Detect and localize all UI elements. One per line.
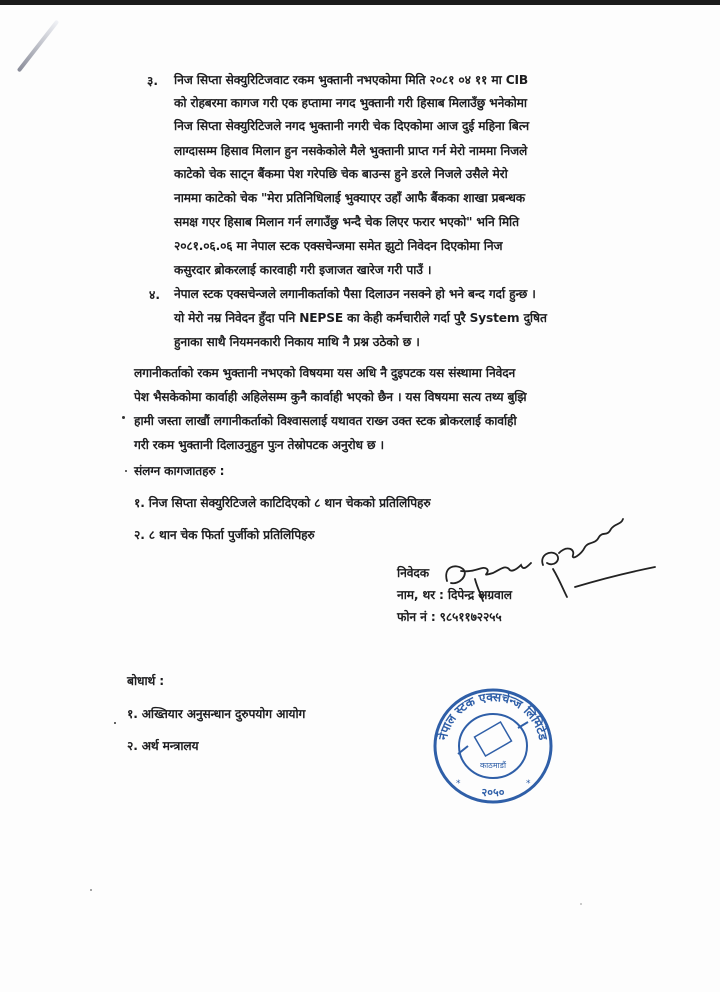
attachment-item: २. ८ थान चेक फिर्ता पुर्जीको प्रतिलिपिहरु [134, 528, 315, 542]
point-3-line: नाममा काटेको चेक "मेरा प्रतिनिधिलाई भुक्याएर उहाँ आफै बैंकका शाखा प्रबन्धक [174, 191, 525, 205]
speck [122, 416, 125, 419]
point-4-number: ४. [149, 288, 160, 302]
cc-item: २. अर्थ मन्त्रालय [127, 739, 199, 753]
point-3-line: काटेको चेक साट्न बैंकमा पेश गरेपछि चेक बाउन्स हुने डरले निजले उसैले मेरो [174, 167, 508, 181]
closing-line: लगानीकर्ताको रकम भुक्तानी नभएको विषयमा यस अधि नै दुइपटक यस संस्थामा निवेदन [134, 366, 516, 380]
speck [90, 889, 92, 891]
point-4-line: नेपाल स्टक एक्सचेन्जले लगानीकर्ताको पैसा दिलाउन नसक्ने हो भने बन्द गर्दा हुन्छ । [174, 287, 536, 301]
point-4-line: हुनाका साथै नियमनकारी निकाय माथि नै प्रश्न उठेको छ । [174, 335, 420, 349]
closing-line: गरी रकम भुक्तानी दिलाउनुहुन पुःन तेस्रोपटक अनुरोध छ । [134, 438, 384, 452]
point-4-line: यो मेरो नम्र निवेदन हुँदा पनि NEPSE का केही कर्मचारीले गर्दा पुरै System दुषित [174, 311, 547, 325]
point-3-line: को रोहबरमा कागज गरी एक हप्तामा नगद भुक्तानी गरी हिसाब मिलाउँछु भनेकोमा [174, 96, 527, 110]
point-3-number: ३. [147, 74, 158, 88]
point-3-line: लाग्दासम्म हिसाव मिलान हुन नसकेकोले मैले भुक्तानी प्राप्त गर्न मेरो नाममा निजले [174, 144, 528, 158]
point-3-line: निज सिप्ता सेक्युरिटिजवाट रकम भुक्तानी नभएकोमा मिति २०८१ ०४ ११ मा CIB [174, 73, 529, 87]
point-3-line: कसुरदार ब्रोकरलाई कारवाही गरी इजाजत खारेज गरी पाउँ । [174, 263, 432, 277]
top-edge-bar [0, 0, 720, 5]
point-3-line: समक्ष गएर हिसाब मिलान गर्न लगाउँछु भन्दै चेक लिएर फरार भएको" भनि मिति [174, 215, 519, 229]
nepse-seal-stamp [428, 684, 558, 806]
point-3-line: २०८१.०६.०६ मा नेपाल स्टक एक्सचेन्जमा समेत झुटो निवेदन दिएकोमा निज [174, 239, 503, 253]
svg-text:काठमाडौं: काठमाडौं [479, 761, 507, 770]
pen-stroke-mark [17, 20, 60, 73]
point-3-line: निज सिप्ता सेक्युरिटिजले नगद भुक्तानी नगरी चेक दिएकोमा आज दुई महिना बित्न [174, 119, 529, 133]
attachment-item: १. निज सिप्ता सेक्युरिटिजले काटिदिएको ८ थान चेकको प्रतिलिपिहरु [134, 496, 431, 510]
svg-text:नेपाल स्टक एक्सचेन्ज लिमिटेड: नेपाल स्टक एक्सचेन्ज लिमिटेड [435, 689, 551, 742]
speck [580, 903, 582, 905]
closing-line: हामी जस्ता लाखौं लगानीकर्ताको विश्वासलाई यथावत राख्न उक्त स्टक ब्रोकरलाई कार्वाही [134, 414, 517, 428]
speck [114, 722, 116, 724]
applicant-label: निवेदक [397, 566, 429, 580]
svg-text:२०५०: २०५० [481, 786, 505, 799]
applicant-name: नाम, थर : दिपेन्द्र अग्रवाल [397, 588, 512, 602]
applicant-phone: फोन नं : ९८५११७२२५५ [397, 610, 502, 624]
closing-line: पेश भैसकेकोमा कार्वाही अहिलेसम्म कुनै कार्वाही भएको छैन । यस विषयमा सत्य तथ्य बुझि [134, 390, 527, 404]
svg-text:*: * [526, 779, 531, 789]
attachments-heading: संलग्न कागजातहरु : [134, 464, 225, 478]
cc-item: १. अख्तियार अनुसन्धान दुरुपयोग आयोग [127, 707, 306, 721]
cc-heading: बोधार्थ : [127, 674, 164, 688]
speck [125, 470, 127, 472]
svg-text:*: * [456, 779, 461, 789]
